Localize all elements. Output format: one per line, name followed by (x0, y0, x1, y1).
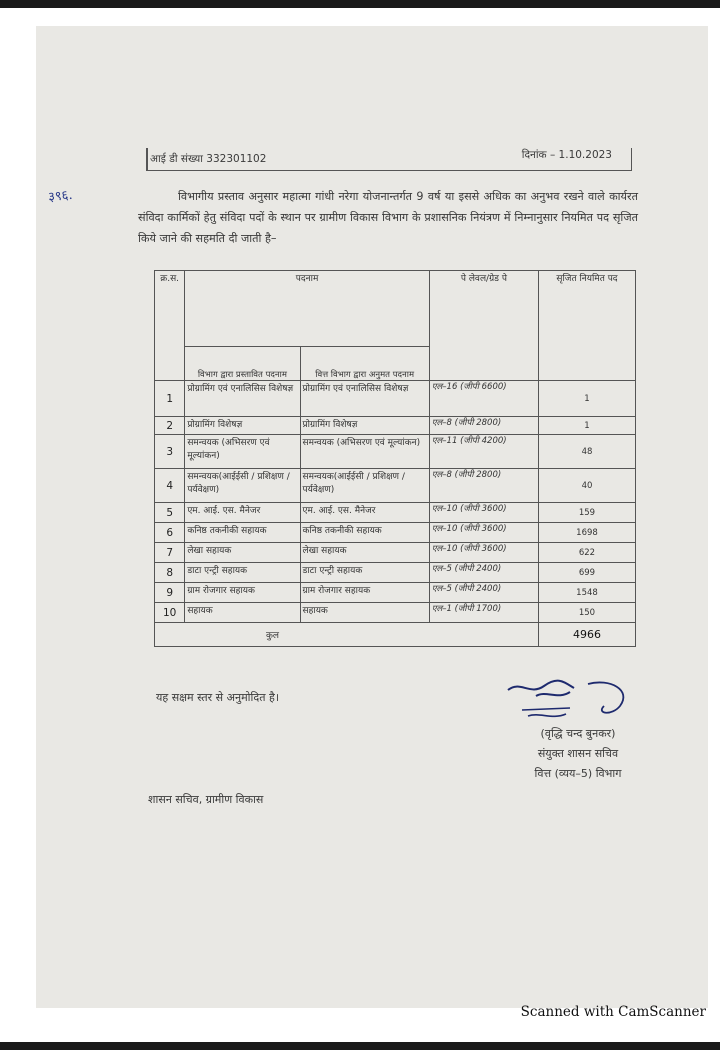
col-header-post: पदनाम (185, 271, 430, 347)
signatory-designation: संयुक्त शासन सचिव (537, 747, 619, 760)
table-row (155, 603, 636, 623)
row-approved-post: कनिष्ठ तकनीकी सहायक (300, 523, 429, 543)
table-row (155, 543, 636, 563)
total-value: 4966 (538, 623, 635, 647)
row-sn: 8 (155, 563, 185, 583)
row-sn: 9 (155, 583, 185, 603)
row-proposed-post: सहायक (185, 603, 300, 623)
addressee: शासन सचिव, ग्रामीण विकास (148, 793, 264, 806)
row-post-count: 699 (538, 563, 635, 583)
table-row (155, 523, 636, 543)
subheader-proposed: विभाग द्वारा प्रस्तावित पदनाम (185, 347, 300, 381)
row-post-count: 1 (538, 417, 635, 435)
handwritten-signature (500, 676, 640, 726)
col-header-count: सृजित नियमित पद (538, 271, 635, 381)
row-pay-level: एल–8 (जीपी 2800) (429, 417, 538, 435)
row-pay-level: एल–8 (जीपी 2800) (429, 469, 538, 503)
row-proposed-post: एम. आई. एस. मैनेजर (185, 503, 300, 523)
row-proposed-post: समन्वयक(आईईसी / प्रशिक्षण / पर्यवेक्षण) (185, 469, 300, 503)
row-proposed-post: कनिष्ठ तकनीकी सहायक (185, 523, 300, 543)
row-pay-level: एल–11 (जीपी 4200) (429, 435, 538, 469)
row-approved-post: सहायक (300, 603, 429, 623)
total-label: कुल (155, 623, 539, 647)
row-post-count: 622 (538, 543, 635, 563)
document-date: दिनांक – 1.10.2023 (521, 149, 612, 161)
row-pay-level: एल–1 (जीपी 1700) (429, 603, 538, 623)
scanner-watermark: Scanned with CamScanner (520, 1004, 706, 1020)
table-row (155, 563, 636, 583)
row-post-count: 1548 (538, 583, 635, 603)
row-proposed-post: प्रोग्रामिंग एवं एनालिसिस विशेषज्ञ (185, 381, 300, 417)
row-pay-level: एल–16 (जीपी 6600) (429, 381, 538, 417)
row-approved-post: एम. आई. एस. मैनेजर (300, 503, 429, 523)
posts-table (154, 270, 636, 647)
id-number: आई डी संख्या 332301102 (150, 153, 267, 165)
row-approved-post: डाटा एन्ट्री सहायक (300, 563, 429, 583)
row-approved-post: ग्राम रोजगार सहायक (300, 583, 429, 603)
row-post-count: 150 (538, 603, 635, 623)
col-header-pay: पे लेवल/ग्रेड पे (429, 271, 538, 381)
row-pay-level: एल–5 (जीपी 2400) (429, 583, 538, 603)
row-post-count: 40 (538, 469, 635, 503)
row-proposed-post: समन्वयक (अभिसरण एवं मूल्यांकन) (185, 435, 300, 469)
document-header (146, 148, 632, 171)
row-approved-post: समन्वयक (अभिसरण एवं मूल्यांकन) (300, 435, 429, 469)
signatory-block (508, 724, 648, 784)
row-post-count: 159 (538, 503, 635, 523)
row-pay-level: एल–10 (जीपी 3600) (429, 543, 538, 563)
row-proposed-post: ग्राम रोजगार सहायक (185, 583, 300, 603)
table-row (155, 583, 636, 603)
row-pay-level: एल–5 (जीपी 2400) (429, 563, 538, 583)
row-sn: 2 (155, 417, 185, 435)
table-row (155, 381, 636, 417)
row-sn: 1 (155, 381, 185, 417)
signatory-department: वित्त (व्यय–5) विभाग (534, 767, 622, 780)
col-header-sn: क्र.स. (155, 271, 185, 381)
table-row (155, 469, 636, 503)
subheader-approved: वित्त विभाग द्वारा अनुमत पदनाम (300, 347, 429, 381)
row-approved-post: लेखा सहायक (300, 543, 429, 563)
bottom-border (0, 1042, 720, 1050)
table-row (155, 503, 636, 523)
signatory-name: (वृद्धि चन्द बुनकर) (540, 727, 616, 740)
row-post-count: 1698 (538, 523, 635, 543)
table-row (155, 417, 636, 435)
row-approved-post: प्रोग्रामिंग विशेषज्ञ (300, 417, 429, 435)
row-proposed-post: प्रोग्रामिंग विशेषज्ञ (185, 417, 300, 435)
row-pay-level: एल–10 (जीपी 3600) (429, 523, 538, 543)
row-sn: 7 (155, 543, 185, 563)
row-pay-level: एल–10 (जीपी 3600) (429, 503, 538, 523)
row-post-count: 1 (538, 381, 635, 417)
row-approved-post: समन्वयक(आईईसी / प्रशिक्षण / पर्यवेक्षण) (300, 469, 429, 503)
handwritten-margin-note: ३९६. (47, 187, 74, 206)
top-border (0, 0, 720, 8)
row-sn: 4 (155, 469, 185, 503)
row-proposed-post: डाटा एन्ट्री सहायक (185, 563, 300, 583)
row-sn: 6 (155, 523, 185, 543)
row-proposed-post: लेखा सहायक (185, 543, 300, 563)
row-sn: 5 (155, 503, 185, 523)
row-post-count: 48 (538, 435, 635, 469)
row-sn: 3 (155, 435, 185, 469)
row-approved-post: प्रोग्रामिंग एवं एनालिसिस विशेषज्ञ (300, 381, 429, 417)
body-paragraph: विभागीय प्रस्ताव अनुसार महात्मा गांधी नरेगा योजनान्तर्गत 9 वर्ष या इससे अधिक का अनुभव रखने वाले कार्यरत संविदा कार्मिकों हेतु संविदा पदों के स्थान पर ग्रामीण विकास विभाग के प्रशासनिक नियंत्रण में निम्नानुसार नियमित पद सृजित किये जाने की सहमति दी जाती है– (138, 190, 638, 245)
row-sn: 10 (155, 603, 185, 623)
approval-note: यह सक्षम स्तर से अनुमोदित है। (156, 691, 279, 704)
table-row (155, 435, 636, 469)
